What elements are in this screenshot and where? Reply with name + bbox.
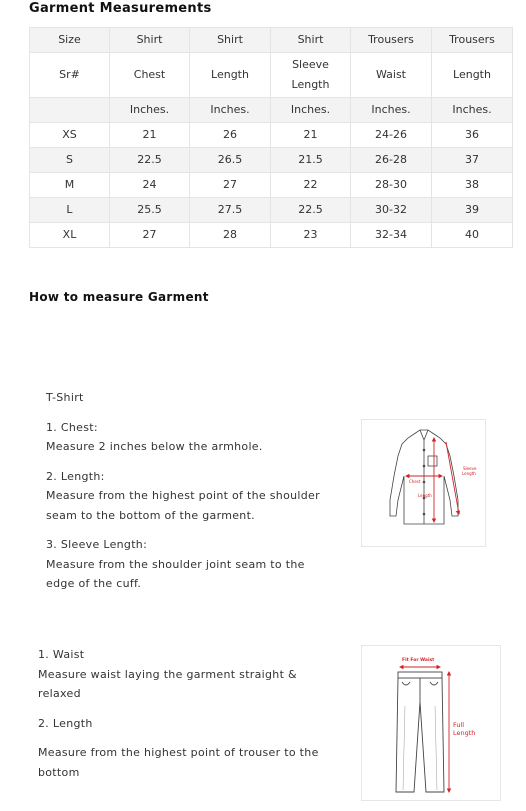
table-row <box>30 148 513 173</box>
table-cell: 25.5 <box>110 198 190 223</box>
chest-diagram-label: Chest <box>409 479 421 484</box>
trouser-length-text-1: Measure from the highest point of trouser to the <box>38 746 319 759</box>
table-header-cell: Shirt <box>110 28 190 53</box>
table-unit-cell: Inches. <box>271 98 351 123</box>
table-unit-cell: Inches. <box>432 98 513 123</box>
sleeve-diagram-label-1: Sleeve <box>463 466 477 471</box>
sleeve-title: 3. Sleeve Length: <box>46 538 148 551</box>
table-cell: 26-28 <box>351 148 432 173</box>
table-cell: 28 <box>190 223 271 248</box>
shirt-illustration-icon <box>362 420 485 546</box>
how-to-measure-heading: How to measure Garment <box>29 290 209 304</box>
table-cell: 27 <box>190 173 271 198</box>
table-header-cell: Shirt <box>190 28 271 53</box>
table-cell: 27.5 <box>190 198 271 223</box>
table-unit-cell: Inches. <box>190 98 271 123</box>
table-cell: 22.5 <box>271 198 351 223</box>
table-cell: 21 <box>271 123 351 148</box>
waist-text-1: Measure waist laying the garment straight & <box>38 667 297 681</box>
full-length-diagram-label-1: Full <box>453 721 465 729</box>
table-unit-cell: Inches. <box>351 98 432 123</box>
table-cell: 30-32 <box>351 198 432 223</box>
table-cell: 38 <box>432 173 513 198</box>
size-chart-table <box>29 27 513 248</box>
table-cell: 28-30 <box>351 173 432 198</box>
table-header-cell: Sr# <box>30 53 110 98</box>
table-cell: 37 <box>432 148 513 173</box>
waist-title: 1. Waist <box>38 648 85 661</box>
trouser-length-text-2: bottom <box>38 765 80 779</box>
trouser-length-title: 2. Length <box>38 716 93 730</box>
trouser-instructions <box>38 645 348 782</box>
length-diagram-label: Length <box>418 493 432 498</box>
table-header-cell: Trousers <box>351 28 432 53</box>
table-cell: XS <box>30 123 110 148</box>
waist-text-2: relaxed <box>38 687 81 700</box>
table-cell: 24 <box>110 173 190 198</box>
table-header-cell: Size <box>30 28 110 53</box>
chest-title: 1. Chest: <box>46 420 98 434</box>
sleeve-diagram-label-2: Length <box>462 471 476 476</box>
table-header-cell: Length <box>432 53 513 98</box>
table-header-row <box>30 28 513 53</box>
shirt-diagram <box>361 419 486 547</box>
table-cell: 39 <box>432 198 513 223</box>
table-row <box>30 198 513 223</box>
table-cell: XL <box>30 223 110 248</box>
table-cell: M <box>30 173 110 198</box>
waist-diagram-label: Fit For Waist <box>402 658 435 663</box>
table-header-cell: Sleeve Length <box>271 53 351 98</box>
table-cell: 26.5 <box>190 148 271 173</box>
sleeve-text-2: edge of the cuff. <box>46 577 142 590</box>
trouser-illustration-icon <box>362 646 500 800</box>
table-header-cell: Trousers <box>432 28 513 53</box>
table-cell: 32-34 <box>351 223 432 248</box>
length-title: 2. Length: <box>46 469 105 483</box>
table-subheader-row <box>30 53 513 98</box>
table-row <box>30 123 513 148</box>
sleeve-text-1: Measure from the shoulder joint seam to the <box>46 557 305 571</box>
table-row <box>30 173 513 198</box>
table-cell: L <box>30 198 110 223</box>
tshirt-instructions <box>46 388 356 594</box>
tshirt-heading: T-Shirt <box>46 391 84 404</box>
full-length-diagram-label-2: Length <box>453 729 476 737</box>
table-cell: 27 <box>110 223 190 248</box>
table-cell: 22 <box>271 173 351 198</box>
table-cell: 36 <box>432 123 513 148</box>
table-row <box>30 223 513 248</box>
table-header-cell: Chest <box>110 53 190 98</box>
chest-text: Measure 2 inches below the armhole. <box>46 440 263 453</box>
table-unit-cell <box>30 98 110 123</box>
table-cell: 23 <box>271 223 351 248</box>
table-cell: 21.5 <box>271 148 351 173</box>
length-text-1: Measure from the highest point of the shoulder <box>46 489 320 502</box>
length-text-2: seam to the bottom of the garment. <box>46 508 255 522</box>
table-cell: 40 <box>432 223 513 248</box>
table-header-cell: Length <box>190 53 271 98</box>
table-cell: 21 <box>110 123 190 148</box>
table-header-cell: Shirt <box>271 28 351 53</box>
table-cell: 24-26 <box>351 123 432 148</box>
table-unit-cell: Inches. <box>110 98 190 123</box>
table-cell: 26 <box>190 123 271 148</box>
table-unit-row <box>30 98 513 123</box>
table-cell: 22.5 <box>110 148 190 173</box>
table-cell: S <box>30 148 110 173</box>
page-title: Garment Measurements <box>29 1 212 16</box>
trouser-diagram <box>361 645 501 801</box>
table-header-cell: Waist <box>351 53 432 98</box>
